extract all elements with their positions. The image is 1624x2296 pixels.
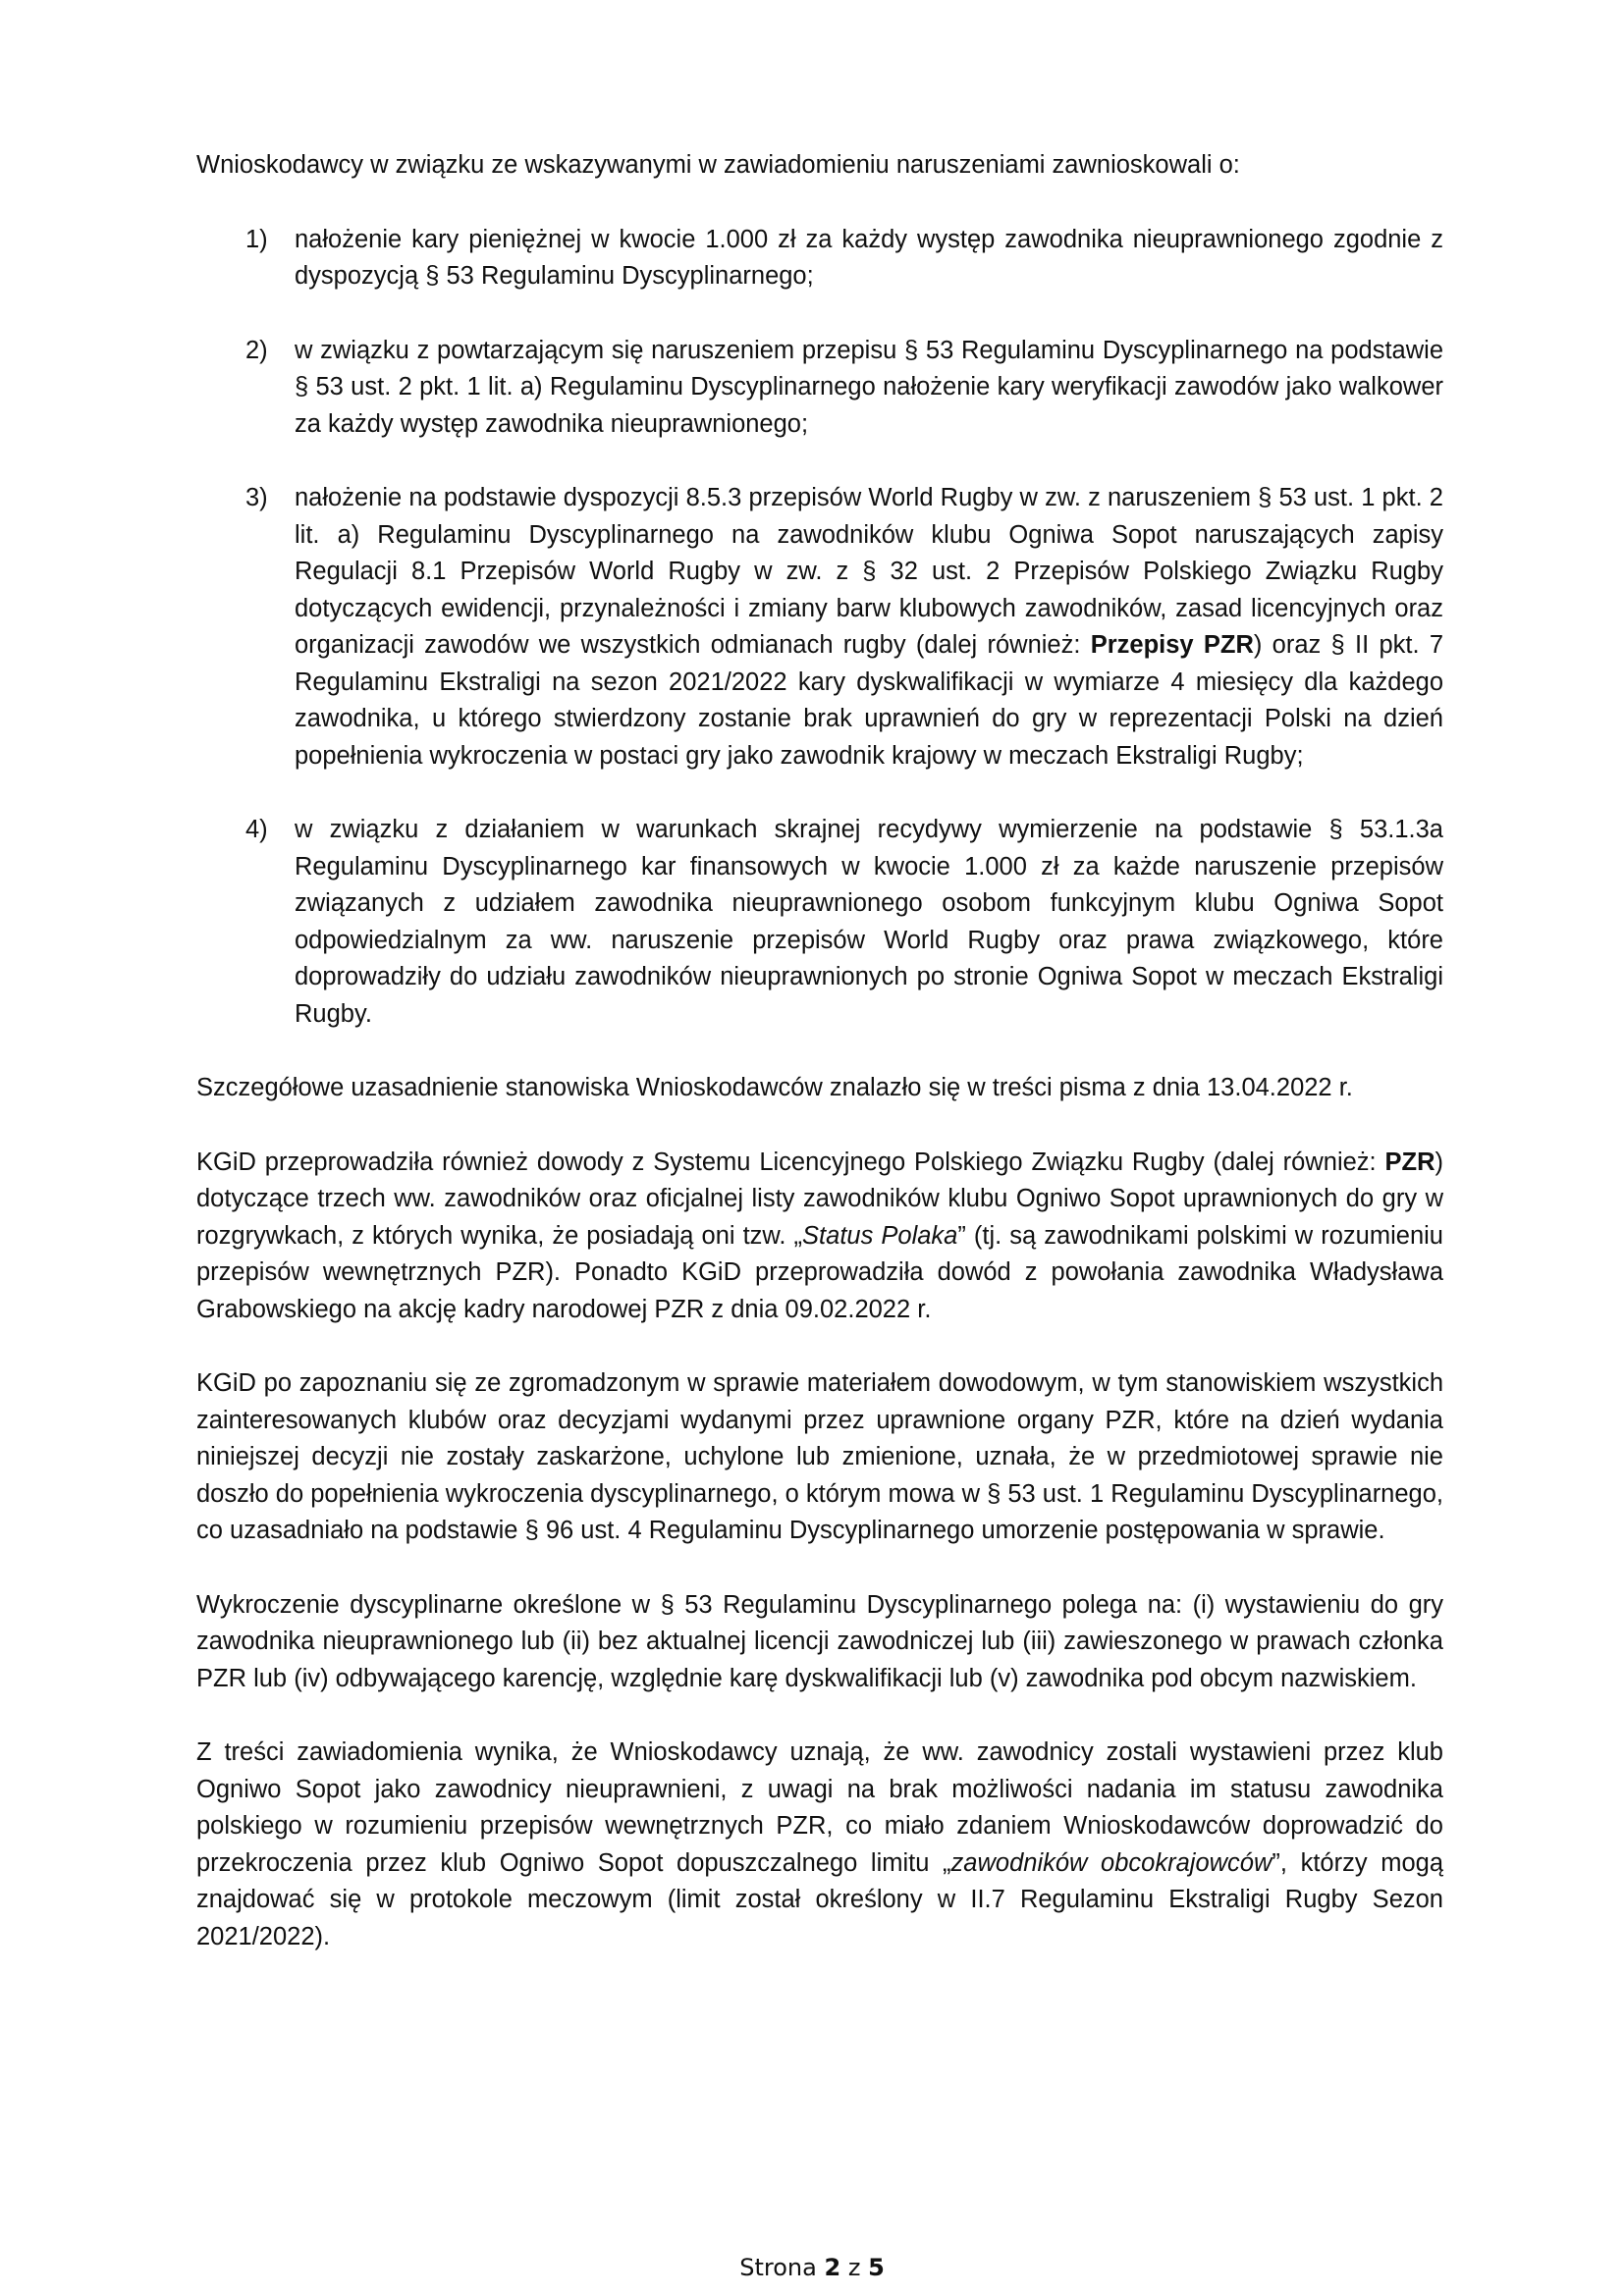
page-separator: z (847, 2254, 861, 2281)
current-page-number: 2 (824, 2254, 841, 2281)
paragraph-text: ) dotyczące trzech ww. zawodników oraz oficjalnej listy zawodników klubu Ogniwo Sopot uprawnionych do gry w rozgrywkach, z których wynika, że posiadają oni tzw. „ (196, 1148, 1443, 1250)
paragraph-offence-definition: Wykroczenie dyscyplinarne określone w § 53 Regulaminu Dyscyplinarnego polega na: (i) wystawieniu do gry zawodnika nieuprawnionego lub (ii) bez aktualnej licencji zawodniczej lub (iii) zawieszonego w prawach członka PZR lub (iv) odbywającego karencję, względnie karę dyskwalifikacji lub (v) zawodnika pod obcym nazwiskiem. (196, 1590, 1443, 1692)
paragraph-justification: Szczegółowe uzasadnienie stanowiska Wnioskodawców znalazło się w treści pisma z dnia 13.04.2022 r. (196, 1074, 1353, 1101)
defined-term: Przepisy PZR (1090, 631, 1254, 659)
list-number: 1) (245, 225, 268, 253)
paragraph-notification (196, 1735, 1443, 1955)
emphasized-term: Status Polaka (802, 1221, 958, 1250)
paragraph-evidence (196, 1145, 1443, 1329)
intro-paragraph: Wnioskodawcy w związku ze wskazywanymi w zawiadomieniu naruszeniami zawnioskowali o: (196, 151, 1240, 179)
paragraph-text: KGiD przeprowadziła również dowody z Systemu Licencyjnego Polskiego Związku Rugby (dalej również: (196, 1148, 1385, 1176)
emphasized-term: zawodników obcokrajowców (950, 1848, 1272, 1877)
list-item-text: w związku z działaniem w warunkach skrajnej recydywy wymierzenie na podstawie § 53.1.3a Regulaminu Dyscyplinarnego kar finansowych w kwocie 1.000 zł za każde naruszenie przepisów związanych z udziałem zawodnika nieuprawnionego osobom funkcyjnym klubu Ogniwa Sopot odpowiedzialnym za ww. naruszenie przepisów World Rugby oraz prawa związkowego, które doprowadziły do udziału zawodników nieuprawnionych po stronie Ogniwa Sopot w meczach Ekstraligi Rugby. (295, 816, 1443, 1028)
document-body (196, 147, 1443, 1993)
paragraph-text: ” (tj. są zawodnikami polskimi w rozumieniu przepisów wewnętrznych PZR). Ponadto KGiD przeprowadziła dowód z powołania zawodnika Władysława Grabowskiego na akcję kadry narodowej PZR z dnia 09.02.2022 r. (196, 1221, 1443, 1323)
total-pages-number: 5 (868, 2254, 885, 2281)
list-item-text: nałożenie na podstawie dyspozycji 8.5.3 przepisów World Rugby w zw. z naruszeniem § 53 ust. 1 pkt. 2 lit. a) Regulaminu Dyscyplinarnego na zawodników klubu Ogniwa Sopot naruszających zapisy Regulacji 8.1 Przepisów World Rugby w zw. z § 32 ust. 2 Przepisów Polskiego Związku Rugby dotyczących ewidencji, przynależności i zmiany barw klubowych zawodników, zasad licencyjnych oraz organizacji zawodów we wszystkich odmianach rugby (dalej również: (295, 484, 1443, 659)
list-item (196, 480, 1443, 774)
list-item-text: nałożenie kary pieniężnej w kwocie 1.000 zł za każdy występ zawodnika nieuprawnionego zgodnie z dyspozycją § 53 Regulaminu Dyscyplinarnego; (295, 225, 1443, 290)
paragraph-decision: KGiD po zapoznaniu się ze zgromadzonym w sprawie materiałem dowodowym, w tym stanowiskiem wszystkich zainteresowanych klubów oraz decyzjami wydanymi przez uprawnione organy PZR, które na dzień wydania niniejszej decyzji nie zostały zaskarżone, uchylone lub zmienione, uznała, że w przedmiotowej sprawie nie doszło do popełnienia wykroczenia dyscyplinarnego, o którym mowa w § 53 ust. 1 Regulaminu Dyscyplinarnego, co uzasadniało na podstawie § 96 ust. 4 Regulaminu Dyscyplinarnego umorzenie postępowania w sprawie. (196, 1369, 1443, 1544)
page-label: Strona (739, 2254, 817, 2281)
list-number: 3) (245, 484, 268, 511)
paragraph-text: Z treści zawiadomienia wynika, że Wnioskodawcy uznają, że ww. zawodnicy zostali wystawieni przez klub Ogniwo Sopot jako zawodnicy nieuprawnieni, z uwagi na brak możliwości nadania im statusu zawodnika polskiego w rozumieniu przepisów wewnętrznych PZR, co miało zdaniem Wnioskodawców doprowadzić do przekroczenia przez klub Ogniwo Sopot dopuszczalnego limitu „ (196, 1738, 1443, 1877)
list-item (196, 222, 1443, 295)
list-item-text: w związku z powtarzającym się naruszeniem przepisu § 53 Regulaminu Dyscyplinarnego na podstawie § 53 ust. 2 pkt. 1 lit. a) Regulaminu Dyscyplinarnego nałożenie kary weryfikacji zawodów jako walkower za każdy występ zawodnika nieuprawnionego; (295, 336, 1443, 438)
list-number: 2) (245, 336, 268, 364)
request-list (196, 222, 1443, 1034)
list-number: 4) (245, 816, 268, 843)
list-item-text: ) oraz § II pkt. 7 Regulaminu Ekstraligi na sezon 2021/2022 kary dyskwalifikacji w wymiarze 4 miesięcy dla każdego zawodnika, u którego stwierdzony zostanie brak uprawnień do gry w reprezentacji Polski na dzień popełnienia wykroczenia w postaci gry jako zawodnik krajowy w meczach Ekstraligi Rugby; (295, 631, 1444, 770)
paragraph-text: ”, którzy mogą znajdować się w protokole meczowym (limit został określony w II.7 Regulaminu Ekstraligi Rugby Sezon 2021/2022). (196, 1848, 1443, 1950)
list-item (196, 812, 1443, 1033)
list-item (196, 333, 1443, 444)
defined-term: PZR (1384, 1148, 1435, 1176)
page-footer (0, 2254, 1624, 2281)
